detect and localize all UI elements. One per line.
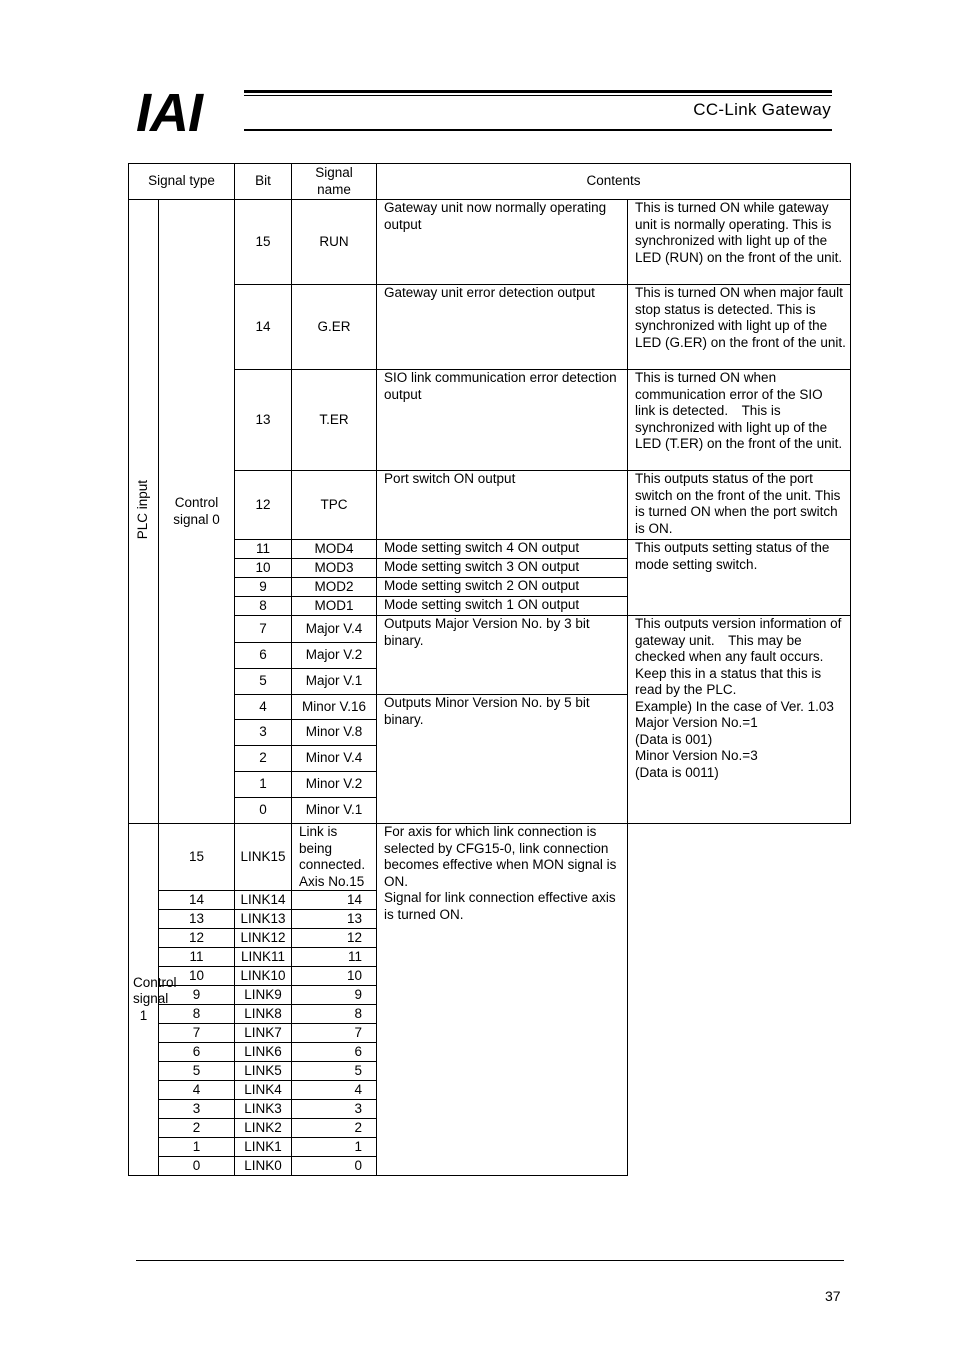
description-cell: 6 — [292, 1043, 377, 1062]
description-cell: 11 — [292, 948, 377, 967]
signal-name-cell: LINK4 — [235, 1081, 292, 1100]
table-row — [129, 200, 851, 285]
control-signal-1-l1: Control — [133, 974, 177, 990]
bit-cell: 7 — [159, 1024, 235, 1043]
table-row — [129, 540, 851, 559]
signal-name-cell: LINK11 — [235, 948, 292, 967]
signal-name-cell: LINK3 — [235, 1100, 292, 1119]
table-row — [129, 824, 851, 891]
signal-name-cell: T.ER — [292, 370, 377, 471]
bit-cell: 13 — [159, 910, 235, 929]
bit-cell: 3 — [159, 1100, 235, 1119]
signal-name-cell: MOD3 — [292, 559, 377, 578]
control-signal-1-body — [129, 824, 851, 1176]
description-cell: Link is being connected. Axis No.15 — [292, 824, 377, 891]
bit-cell: 12 — [235, 471, 292, 540]
header-contents: Contents — [377, 164, 851, 200]
table-header-row — [129, 164, 851, 200]
signal-name-cell: Minor V.1 — [292, 798, 377, 824]
signal-name-cell: MOD4 — [292, 540, 377, 559]
description-cell: Port switch ON output — [377, 471, 628, 540]
header-title: CC-Link Gateway — [693, 100, 831, 119]
description-cell: 1 — [292, 1138, 377, 1157]
bit-cell: 6 — [159, 1043, 235, 1062]
note-cell: This is turned ON when communication error of the SIO link is detected. This is synchronized with light up of the LED (T.ER) on the front of the unit. — [628, 370, 851, 471]
signal-name-cell: G.ER — [292, 285, 377, 370]
description-cell: 10 — [292, 967, 377, 986]
mode-switch-note: This outputs setting status of the mode setting switch. — [628, 540, 851, 616]
control-signal-0-l2: signal 0 — [173, 511, 220, 527]
signal-name-cell: LINK9 — [235, 986, 292, 1005]
description-cell: 13 — [292, 910, 377, 929]
bit-cell: 15 — [235, 200, 292, 285]
bit-cell: 7 — [235, 616, 292, 643]
signal-name-cell: Major V.1 — [292, 669, 377, 695]
bit-cell: 1 — [235, 772, 292, 798]
bit-cell: 2 — [235, 746, 292, 772]
bit-cell: 11 — [235, 540, 292, 559]
bit-cell: 8 — [159, 1005, 235, 1024]
description-cell: SIO link communication error detection output — [377, 370, 628, 471]
header-signal-name-l2: name — [317, 181, 351, 197]
table-row — [129, 471, 851, 540]
bit-cell: 1 — [159, 1138, 235, 1157]
description-cell: 2 — [292, 1119, 377, 1138]
plc-input-text: PLC input — [135, 479, 151, 539]
signal-name-cell: LINK6 — [235, 1043, 292, 1062]
signal-name-cell: Major V.2 — [292, 643, 377, 669]
description-cell: 8 — [292, 1005, 377, 1024]
header-signal-name — [292, 164, 377, 200]
signal-name-cell: Minor V.8 — [292, 720, 377, 746]
control-signal-1-l2: signal 1 — [133, 991, 169, 1023]
signal-name-cell: MOD1 — [292, 597, 377, 616]
control-signal-0-l1: Control — [174, 495, 219, 510]
header-rule-bottom — [244, 129, 832, 131]
description-cell: Mode setting switch 4 ON output — [377, 540, 628, 559]
bit-cell: 10 — [235, 559, 292, 578]
header-rule-top — [244, 90, 832, 93]
signal-name-cell: LINK12 — [235, 929, 292, 948]
note-cell: This is turned ON while gateway unit is normally operating. This is synchronized with light up of the LED (RUN) on the front of the unit. — [628, 200, 851, 285]
signal-name-cell: LINK13 — [235, 910, 292, 929]
description-cell: 3 — [292, 1100, 377, 1119]
description-cell: Mode setting switch 1 ON output — [377, 597, 628, 616]
bit-cell: 6 — [235, 643, 292, 669]
signal-name-cell: TPC — [292, 471, 377, 540]
signal-name-cell: LINK2 — [235, 1119, 292, 1138]
description-cell: 12 — [292, 929, 377, 948]
bit-cell: 13 — [235, 370, 292, 471]
major-version-desc: Outputs Major Version No. by 3 bit binary. — [377, 616, 628, 695]
bit-cell: 5 — [159, 1062, 235, 1081]
description-cell: 5 — [292, 1062, 377, 1081]
table-row — [129, 285, 851, 370]
bit-cell: 4 — [159, 1081, 235, 1100]
version-note: This outputs version information of gateway unit. This may be checked when any fault occurs. Keep this in a status that this is read by the PLC. Example) In the case of Ver. 1.03 Major Version No.=1 (Data is 001) Minor Version No.=3 (Data is 0011) — [628, 616, 851, 824]
bit-cell: 0 — [159, 1157, 235, 1176]
bit-cell: 11 — [159, 948, 235, 967]
description-cell: Gateway unit now normally operating output — [377, 200, 628, 285]
signal-name-cell: MOD2 — [292, 578, 377, 597]
signal-name-cell: LINK14 — [235, 891, 292, 910]
signal-name-cell: LINK0 — [235, 1157, 292, 1176]
minor-version-desc: Outputs Minor Version No. by 5 bit binary. — [377, 695, 628, 824]
signal-name-cell: LINK1 — [235, 1138, 292, 1157]
table-row — [129, 616, 851, 643]
signal-name-cell: Minor V.4 — [292, 746, 377, 772]
bit-cell: 12 — [159, 929, 235, 948]
bit-cell: 2 — [159, 1119, 235, 1138]
bit-cell: 8 — [235, 597, 292, 616]
description-cell: 7 — [292, 1024, 377, 1043]
note-cell: This outputs status of the port switch on the front of the unit. This is turned ON when the port switch is ON. — [628, 471, 851, 540]
description-cell: 9 — [292, 986, 377, 1005]
description-cell: Gateway unit error detection output — [377, 285, 628, 370]
control-signal-0-label — [159, 200, 235, 824]
header-signal-name-l1: Signal — [315, 165, 353, 180]
signal-name-cell: LINK10 — [235, 967, 292, 986]
plc-input-label — [129, 200, 159, 824]
header-rule-thin — [244, 95, 832, 96]
bit-cell: 9 — [159, 986, 235, 1005]
control-signal-1-label — [129, 824, 177, 1176]
header-bit: Bit — [235, 164, 292, 200]
signal-name-cell: LINK5 — [235, 1062, 292, 1081]
link-note: For axis for which link connection is selected by CFG15-0, link connection becomes effective when MON signal is ON. Signal for link connection effective axis is turned ON. — [377, 824, 628, 1176]
signal-name-cell: Minor V.2 — [292, 772, 377, 798]
bit-cell: 3 — [235, 720, 292, 746]
description-cell: Mode setting switch 3 ON output — [377, 559, 628, 578]
bit-cell: 0 — [235, 798, 292, 824]
header-signal-type: Signal type — [129, 164, 235, 200]
page-number: 37 — [825, 1288, 841, 1304]
bit-cell: 14 — [235, 285, 292, 370]
bit-cell: 5 — [235, 669, 292, 695]
footer-rule — [136, 1260, 844, 1261]
description-cell: 4 — [292, 1081, 377, 1100]
description-cell: 0 — [292, 1157, 377, 1176]
bit-cell: 15 — [159, 824, 235, 891]
signal-name-cell: LINK8 — [235, 1005, 292, 1024]
description-cell: Mode setting switch 2 ON output — [377, 578, 628, 597]
signal-name-cell: LINK15 — [235, 824, 292, 891]
signal-table — [128, 163, 851, 1176]
iai-logo: IAI — [136, 83, 203, 143]
bit-cell: 14 — [159, 891, 235, 910]
table-row — [129, 370, 851, 471]
bit-cell: 4 — [235, 695, 292, 720]
description-cell: 14 — [292, 891, 377, 910]
signal-name-cell: Minor V.16 — [292, 695, 377, 720]
bit-cell: 10 — [159, 967, 235, 986]
signal-name-cell: RUN — [292, 200, 377, 285]
signal-name-cell: Major V.4 — [292, 616, 377, 643]
note-cell: This is turned ON when major fault stop status is detected. This is synchronized with light up of the LED (G.ER) on the front of the unit. — [628, 285, 851, 370]
signal-name-cell: LINK7 — [235, 1024, 292, 1043]
bit-cell: 9 — [235, 578, 292, 597]
